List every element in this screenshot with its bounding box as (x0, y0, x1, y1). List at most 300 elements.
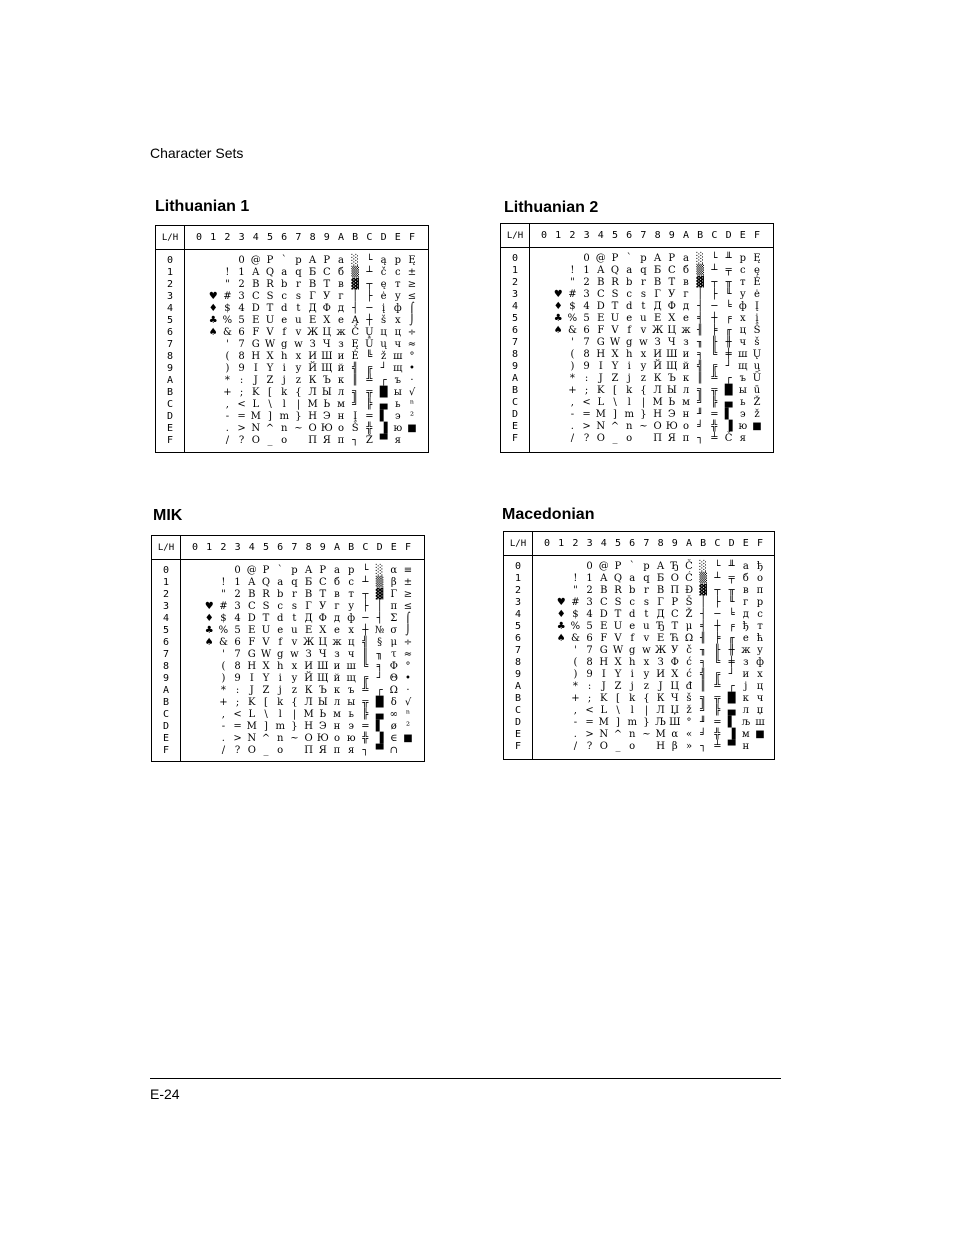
character-cell: g (280, 339, 288, 350)
character-cell: с (739, 265, 746, 276)
character-cell (202, 745, 216, 757)
character-cell: | (644, 705, 649, 716)
character-cell (540, 741, 554, 753)
character-cell: ╨ (725, 253, 732, 264)
character-cell: х (348, 625, 354, 636)
character-cell: ┤ (376, 613, 383, 624)
character-cell: ш (346, 661, 356, 672)
character-cell: Ш (669, 717, 681, 728)
character-cell: o (629, 741, 636, 752)
character-cell: ų (753, 361, 761, 372)
character-cell: ┘ (380, 363, 387, 374)
character-cell: Š (351, 423, 359, 434)
character-cell (202, 733, 216, 745)
character-cell: 5 (583, 313, 590, 324)
character-cell: л (682, 385, 690, 396)
row-header: B (166, 387, 174, 398)
character-cell: H (247, 661, 257, 672)
character-cell: У (323, 291, 331, 302)
column-header: 7 (640, 230, 647, 241)
column-header: 9 (319, 542, 326, 553)
character-cell: Х (323, 315, 331, 326)
character-cell: Ж (306, 327, 319, 338)
character-cell: ├ (711, 289, 718, 300)
character-cell: ╞ (711, 325, 718, 336)
character-cell: ∩ (389, 745, 398, 756)
character-cell: т (395, 279, 401, 290)
character-cell: Д (656, 609, 665, 620)
character-cell: и (337, 351, 345, 362)
character-cell: g (276, 649, 284, 660)
character-cell: ╔ (714, 669, 721, 680)
character-cell: J (249, 685, 254, 696)
character-cell: В (653, 277, 662, 288)
character-cell: K (252, 387, 260, 398)
character-cell: ╣ (362, 637, 369, 648)
character-cell: X (611, 349, 619, 360)
character-cell: T (614, 609, 622, 620)
character-cell (551, 397, 565, 409)
character-cell: * (572, 681, 578, 692)
character-cell (540, 609, 554, 621)
character-cell: 1 (583, 265, 590, 276)
character-cell: М (307, 399, 318, 410)
character-cell: ? (586, 741, 593, 752)
row-header: 3 (511, 289, 519, 300)
character-cell: ! (225, 267, 230, 278)
character-cell: ф (738, 301, 747, 312)
character-cell: m (627, 717, 637, 728)
character-cell (220, 255, 234, 267)
character-cell: Ш (666, 349, 678, 360)
character-cell: р (756, 597, 764, 608)
character-cell: С (667, 265, 676, 276)
character-cell: Л (656, 705, 665, 716)
character-cell: f (627, 325, 632, 336)
character-cell: Б (653, 265, 662, 276)
character-cell: ■ (752, 421, 762, 432)
character-cell: И (656, 669, 665, 680)
character-cell (639, 741, 653, 753)
character-cell: č (686, 645, 692, 656)
character-cell: @ (595, 253, 606, 264)
character-cell: ╤ (725, 265, 732, 276)
character-cell: ы (347, 697, 356, 708)
character-cell: b (276, 589, 284, 600)
corner-label: L/H (504, 532, 533, 556)
column-header: 7 (643, 538, 650, 549)
character-cell: π (390, 601, 398, 612)
character-cell: H (599, 657, 609, 668)
character-cell: л (337, 387, 345, 398)
character-cell: Q (261, 577, 271, 588)
character-cell (540, 585, 554, 597)
character-cell: Ы (321, 387, 332, 398)
character-cell: ÷ (407, 327, 417, 338)
character-cell: ` (277, 565, 283, 576)
character-cell: 2 (234, 589, 241, 600)
character-cell: z (291, 685, 298, 696)
character-cell: О (304, 733, 313, 744)
character-cell (188, 601, 202, 613)
character-cell: ; (587, 693, 592, 704)
character-cell: ♠ (208, 327, 218, 338)
character-cell: Е (308, 315, 317, 326)
character-cell: █ (379, 387, 388, 398)
character-cell: α (671, 729, 679, 740)
character-cell: & (222, 327, 232, 338)
character-cell (192, 363, 206, 375)
column-header: D (728, 538, 735, 549)
character-cell: Џ (670, 705, 680, 716)
character-cell: Й (304, 673, 313, 684)
character-cell: C (251, 291, 260, 302)
character-cell: β (390, 577, 397, 588)
character-cell: й (337, 363, 345, 374)
character-cell: п (756, 585, 764, 596)
character-cell: ė (754, 289, 760, 300)
character-cell (188, 673, 202, 685)
character-cell: ю (738, 421, 748, 432)
row-header: F (514, 741, 522, 752)
character-cell: U (261, 625, 271, 636)
column-header: 3 (586, 538, 593, 549)
character-cell: Б (308, 267, 317, 278)
character-cell: r (296, 279, 301, 290)
character-cell: Я (322, 435, 331, 446)
character-cell (540, 645, 554, 657)
character-cell: Ф (318, 613, 327, 624)
character-cell: л (333, 697, 341, 708)
character-cell: ы (738, 385, 747, 396)
character-cell: Ω (389, 685, 398, 696)
character-cell: - (570, 409, 575, 420)
character-cell: я (394, 435, 401, 446)
character-cell: л (742, 705, 749, 716)
column-header: B (697, 230, 704, 241)
character-cell: P (262, 565, 270, 576)
row-header: E (511, 421, 519, 432)
character-cell (202, 697, 216, 709)
character-cell: Д (653, 301, 662, 312)
character-cell: Г (657, 597, 664, 608)
character-cell: Ј (658, 681, 663, 692)
character-cell: W (609, 337, 621, 348)
character-cell: Ђ (656, 621, 665, 632)
character-cell: | (292, 709, 297, 720)
character-cell: З (309, 339, 316, 350)
row-header: 2 (511, 277, 519, 288)
character-cell: j (630, 681, 634, 692)
column-header: 2 (569, 230, 576, 241)
character-cell: ╣ (352, 363, 359, 374)
character-cell: ╥ (725, 277, 732, 288)
character-cell: E (248, 625, 256, 636)
character-cell: p (291, 565, 298, 576)
character-cell: Й (653, 361, 662, 372)
character-cell: ╚ (362, 661, 369, 672)
column-header: 8 (657, 538, 664, 549)
character-cell: В (656, 585, 665, 596)
character-cell: в (683, 277, 689, 288)
character-cell: 7 (586, 645, 593, 656)
character-cell: К (308, 375, 317, 386)
column-header: 4 (248, 542, 255, 553)
character-cell: Š (753, 325, 761, 336)
character-cell: щ (393, 363, 403, 374)
character-cell: . (225, 423, 229, 434)
row-header: B (514, 693, 522, 704)
row-header: 0 (162, 565, 170, 576)
character-cell: Ь (323, 399, 331, 410)
character-cell: . (573, 729, 577, 740)
character-cell (551, 433, 565, 445)
column-header: A (685, 538, 693, 549)
character-cell (540, 561, 554, 573)
character-cell: * (569, 373, 575, 384)
character-cell: █ (727, 693, 736, 704)
character-cell: О (653, 421, 662, 432)
character-cell: S (262, 601, 270, 612)
row-header: 9 (162, 673, 170, 684)
character-cell: Щ (666, 361, 678, 372)
character-cell: о (682, 421, 690, 432)
character-cell: б (742, 573, 749, 584)
character-cell: ═ (366, 411, 373, 422)
character-cell: Z (611, 373, 619, 384)
character-cell: └ (714, 561, 721, 572)
character-cell: = (585, 717, 594, 728)
column-header: 0 (195, 232, 203, 243)
character-cell: Į (353, 411, 358, 422)
character-cell: / (570, 433, 575, 444)
character-cell: { (643, 693, 650, 704)
column-header-row (530, 224, 773, 248)
character-cell: Ч (670, 693, 679, 704)
character-cell: ╗ (352, 387, 359, 398)
character-cell: # (219, 601, 228, 612)
character-cell: ╠ (711, 397, 718, 408)
character-cell: Щ (321, 363, 333, 374)
column-header: 2 (224, 232, 231, 243)
character-cell: D (247, 613, 256, 624)
character-cell: Ć (685, 573, 693, 584)
character-cell: > (237, 423, 246, 434)
character-cell: N (247, 733, 257, 744)
character-cell: Ц (322, 327, 332, 338)
character-cell: ъ (394, 375, 401, 386)
character-cell: # (568, 289, 577, 300)
character-cell: = (582, 409, 591, 420)
character-cell: d (625, 301, 633, 312)
column-header: F (756, 538, 764, 549)
character-cell: ╫ (728, 645, 735, 656)
character-cell: m (624, 409, 634, 420)
character-cell (206, 351, 220, 363)
macedonian-title: Macedonian (502, 506, 595, 523)
character-cell: Х (319, 625, 327, 636)
character-cell: % (570, 621, 581, 632)
character-cell: } (640, 409, 647, 420)
character-cell: ▀ (379, 435, 388, 446)
character-cell: b (628, 585, 636, 596)
column-header: 3 (238, 232, 245, 243)
character-cell: Ћ (670, 633, 680, 644)
character-cell: { (291, 697, 298, 708)
character-cell: Q (265, 267, 275, 278)
character-cell: Ф (667, 301, 676, 312)
character-cell (537, 253, 551, 265)
character-cell: x (640, 349, 647, 360)
column-header: 5 (611, 230, 619, 241)
character-cell (554, 717, 568, 729)
character-cell: 0 (238, 255, 245, 266)
character-cell: n (628, 729, 636, 740)
character-cell: d (280, 303, 288, 314)
character-cell: > (582, 421, 591, 432)
character-cell (551, 265, 565, 277)
character-cell: ╩ (366, 375, 373, 386)
character-cell: ╚ (366, 351, 373, 362)
column-header: 9 (323, 232, 330, 243)
character-cell: Э (322, 411, 331, 422)
character-cell: ^ (613, 729, 623, 740)
character-cell: ╓ (725, 325, 732, 336)
character-cell: s (640, 289, 646, 300)
row-header: E (514, 729, 522, 740)
character-cell: Ą (351, 315, 359, 326)
character-cell: б (333, 577, 341, 588)
character-cell: : (235, 685, 240, 696)
character-cell: A (597, 265, 605, 276)
character-cell: Ю (320, 423, 333, 434)
character-cell: M (250, 411, 261, 422)
row-header: 3 (162, 601, 170, 612)
character-cell: > (233, 733, 242, 744)
character-cell: 1 (234, 577, 241, 588)
character-cell: ; (235, 697, 240, 708)
character-cell: ╕ (376, 661, 383, 672)
character-cell: ░ (696, 253, 705, 264)
lithuanian-2-table (500, 223, 774, 453)
character-cell: c (629, 597, 635, 608)
character-cell: и (682, 349, 690, 360)
character-cell: ♣ (208, 315, 218, 326)
character-cell: ╗ (700, 693, 707, 704)
character-cell: * (224, 375, 230, 386)
character-cell (192, 291, 206, 303)
character-cell: A (252, 267, 260, 278)
character-cell: ╪ (728, 657, 735, 668)
character-cell: у (757, 645, 763, 656)
character-cell: N (251, 423, 261, 434)
character-cell: М (655, 729, 666, 740)
character-cell: ╬ (714, 729, 721, 740)
character-cell: ⁿ (409, 399, 415, 410)
character-cell: f (630, 633, 635, 644)
character-cell: Ū (752, 373, 762, 384)
character-cell: ╩ (362, 685, 369, 696)
character-cell: ╬ (366, 423, 373, 434)
row-header: F (511, 433, 519, 444)
character-cell: ▒ (699, 573, 708, 584)
character-cell: └ (366, 255, 373, 266)
character-cell (636, 433, 650, 445)
character-cell: к (337, 375, 345, 386)
character-cell: ∈ (390, 733, 398, 744)
column-header: C (362, 542, 369, 553)
character-cell: У (319, 601, 327, 612)
character-cell: . (221, 733, 225, 744)
character-cell: P (266, 255, 274, 266)
character-cell: ╞ (714, 633, 721, 644)
character-cell: U (265, 315, 275, 326)
character-cell: Ж (302, 637, 315, 648)
character-cell: Ę (753, 253, 761, 264)
column-header: E (742, 538, 749, 549)
character-cell: м (337, 399, 345, 410)
character-cell: з (683, 337, 689, 348)
character-cell: δ (390, 697, 397, 708)
character-cell: Ь (668, 397, 676, 408)
character-cell: " (573, 585, 578, 596)
character-cell: u (291, 625, 298, 636)
character-cell: ² (405, 721, 410, 732)
column-header: 1 (210, 232, 217, 243)
character-cell: R (611, 277, 619, 288)
character-cell: 8 (238, 351, 245, 362)
column-header-row (533, 532, 774, 556)
character-cell: ╔ (362, 673, 369, 684)
character-cell: A (248, 577, 256, 588)
character-cell: ╦ (362, 697, 369, 708)
character-cell: p (643, 561, 650, 572)
character-cell: ▒ (696, 265, 705, 276)
character-cell: В (304, 589, 313, 600)
character-cell: т (348, 589, 354, 600)
character-cell: Ū (365, 339, 374, 350)
character-cell: < (237, 399, 246, 410)
character-cell: ' (222, 649, 225, 660)
character-cell: 6 (234, 637, 241, 648)
row-header: 7 (514, 645, 522, 656)
character-cell: р (347, 565, 355, 576)
character-cell: 9 (583, 361, 590, 372)
character-cell: _ (263, 745, 269, 756)
character-cell: ╤ (728, 573, 735, 584)
character-cell: D (599, 609, 608, 620)
row-header: 4 (514, 609, 522, 620)
character-cell: Č (351, 327, 360, 338)
character-cell: п (682, 433, 690, 444)
character-cell: č (380, 267, 387, 278)
character-cell: \ (616, 705, 620, 716)
character-cell: Г (654, 289, 661, 300)
character-cell: Г (309, 291, 316, 302)
character-cell (188, 661, 202, 673)
column-header: 6 (277, 542, 284, 553)
character-cell: Я (667, 433, 676, 444)
character-cell: h (280, 351, 288, 362)
character-cell (192, 339, 206, 351)
row-header: B (511, 385, 519, 396)
character-cell: e (277, 625, 284, 636)
character-cell: ' (574, 645, 577, 656)
character-cell: ~ (642, 729, 651, 740)
character-cell: n (280, 423, 288, 434)
character-cell: C (247, 601, 256, 612)
row-header: 5 (514, 621, 522, 632)
